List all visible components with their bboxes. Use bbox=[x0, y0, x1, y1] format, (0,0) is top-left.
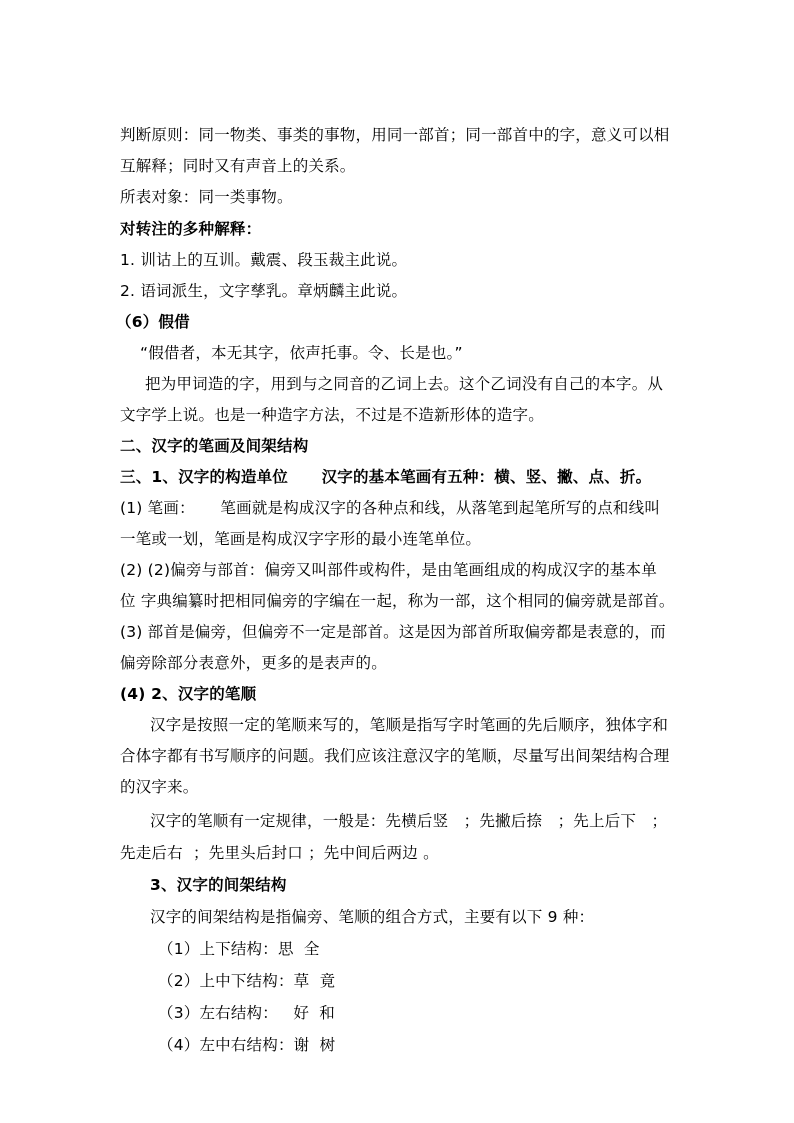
text-line: 互解释；同时又有声音上的关系。 bbox=[120, 157, 356, 175]
list-item: （1）上下结构：思 全 bbox=[158, 940, 320, 958]
list-item: 2. 语词派生，文字孳乳。章炳麟主此说。 bbox=[120, 282, 408, 300]
section-heading: 3、汉字的间架结构 bbox=[150, 876, 287, 894]
text-line: 汉字的间架结构是指偏旁、笔顺的组合方式，主要有以下 9 种： bbox=[150, 908, 595, 926]
text-line: 一笔或一划，笔画是构成汉字字形的最小连笔单位。 bbox=[120, 530, 482, 548]
text-line: (2) (2)偏旁与部首：偏旁又叫部件或构件，是由笔画组成的构成汉字的基本单 bbox=[120, 561, 657, 579]
list-item: （2）上中下结构：草 竟 bbox=[158, 972, 336, 990]
text-line: 先走后右 ；先里头后封口 ；先中间后两边 。 bbox=[120, 844, 439, 862]
section-heading: 二、汉字的笔画及间架结构 bbox=[120, 437, 309, 455]
section-heading: 对转注的多种解释： bbox=[120, 220, 262, 238]
text-line: (3) 部首是偏旁，但偏旁不一定是部首。这是因为部首所取偏旁都是表意的，而 bbox=[120, 623, 666, 641]
list-item: （4）左中右结构：谢 树 bbox=[158, 1036, 336, 1054]
text-line: 的汉字来。 bbox=[120, 778, 199, 796]
text-line: (1) 笔画： 笔画就是构成汉字的各种点和线，从落笔到起笔所写的点和线叫 bbox=[120, 499, 661, 517]
text-line: 偏旁除部分表意外，更多的是表声的。 bbox=[120, 654, 387, 672]
text-line: 合体字都有书写顺序的问题。我们应该注意汉字的笔顺，尽量写出间架结构合理 bbox=[120, 747, 670, 765]
text-line: 所表对象：同一类事物。 bbox=[120, 188, 293, 206]
section-heading: 三、1、汉字的构造单位 汉字的基本笔画有五种：横、竖、撇、点、折。 bbox=[120, 468, 652, 486]
text-line: 把为甲词造的字，用到与之同音的乙词上去。这个乙词没有自己的本字。从 bbox=[145, 375, 664, 393]
section-heading: (4) 2、汉字的笔顺 bbox=[120, 685, 257, 703]
text-line: 汉字是按照一定的笔顺来写的，笔顺是指写字时笔画的先后顺序，独体字和 bbox=[150, 716, 669, 734]
section-heading: （6）假借 bbox=[116, 313, 190, 331]
text-line: 判断原则：同一物类、事类的事物，用同一部首；同一部首中的字，意义可以相 bbox=[120, 126, 670, 144]
text-line: 文字学上说。也是一种造字方法，不过是不造新形体的造字。 bbox=[120, 406, 544, 424]
list-item: 1. 训诂上的互训。戴震、段玉裁主此说。 bbox=[120, 251, 408, 269]
text-line: 汉字的笔顺有一定规律，一般是：先横后竖 ；先撇后捺 ；先上后下 ； bbox=[150, 812, 668, 830]
list-item: （3）左右结构： 好 和 bbox=[158, 1004, 335, 1022]
text-line: 位 字典编纂时把相同偏旁的字编在一起，称为一部，这个相同的偏旁就是部首。 bbox=[120, 592, 675, 610]
quote-line: “假借者，本无其字，依声托事。令、长是也。” bbox=[140, 344, 463, 362]
